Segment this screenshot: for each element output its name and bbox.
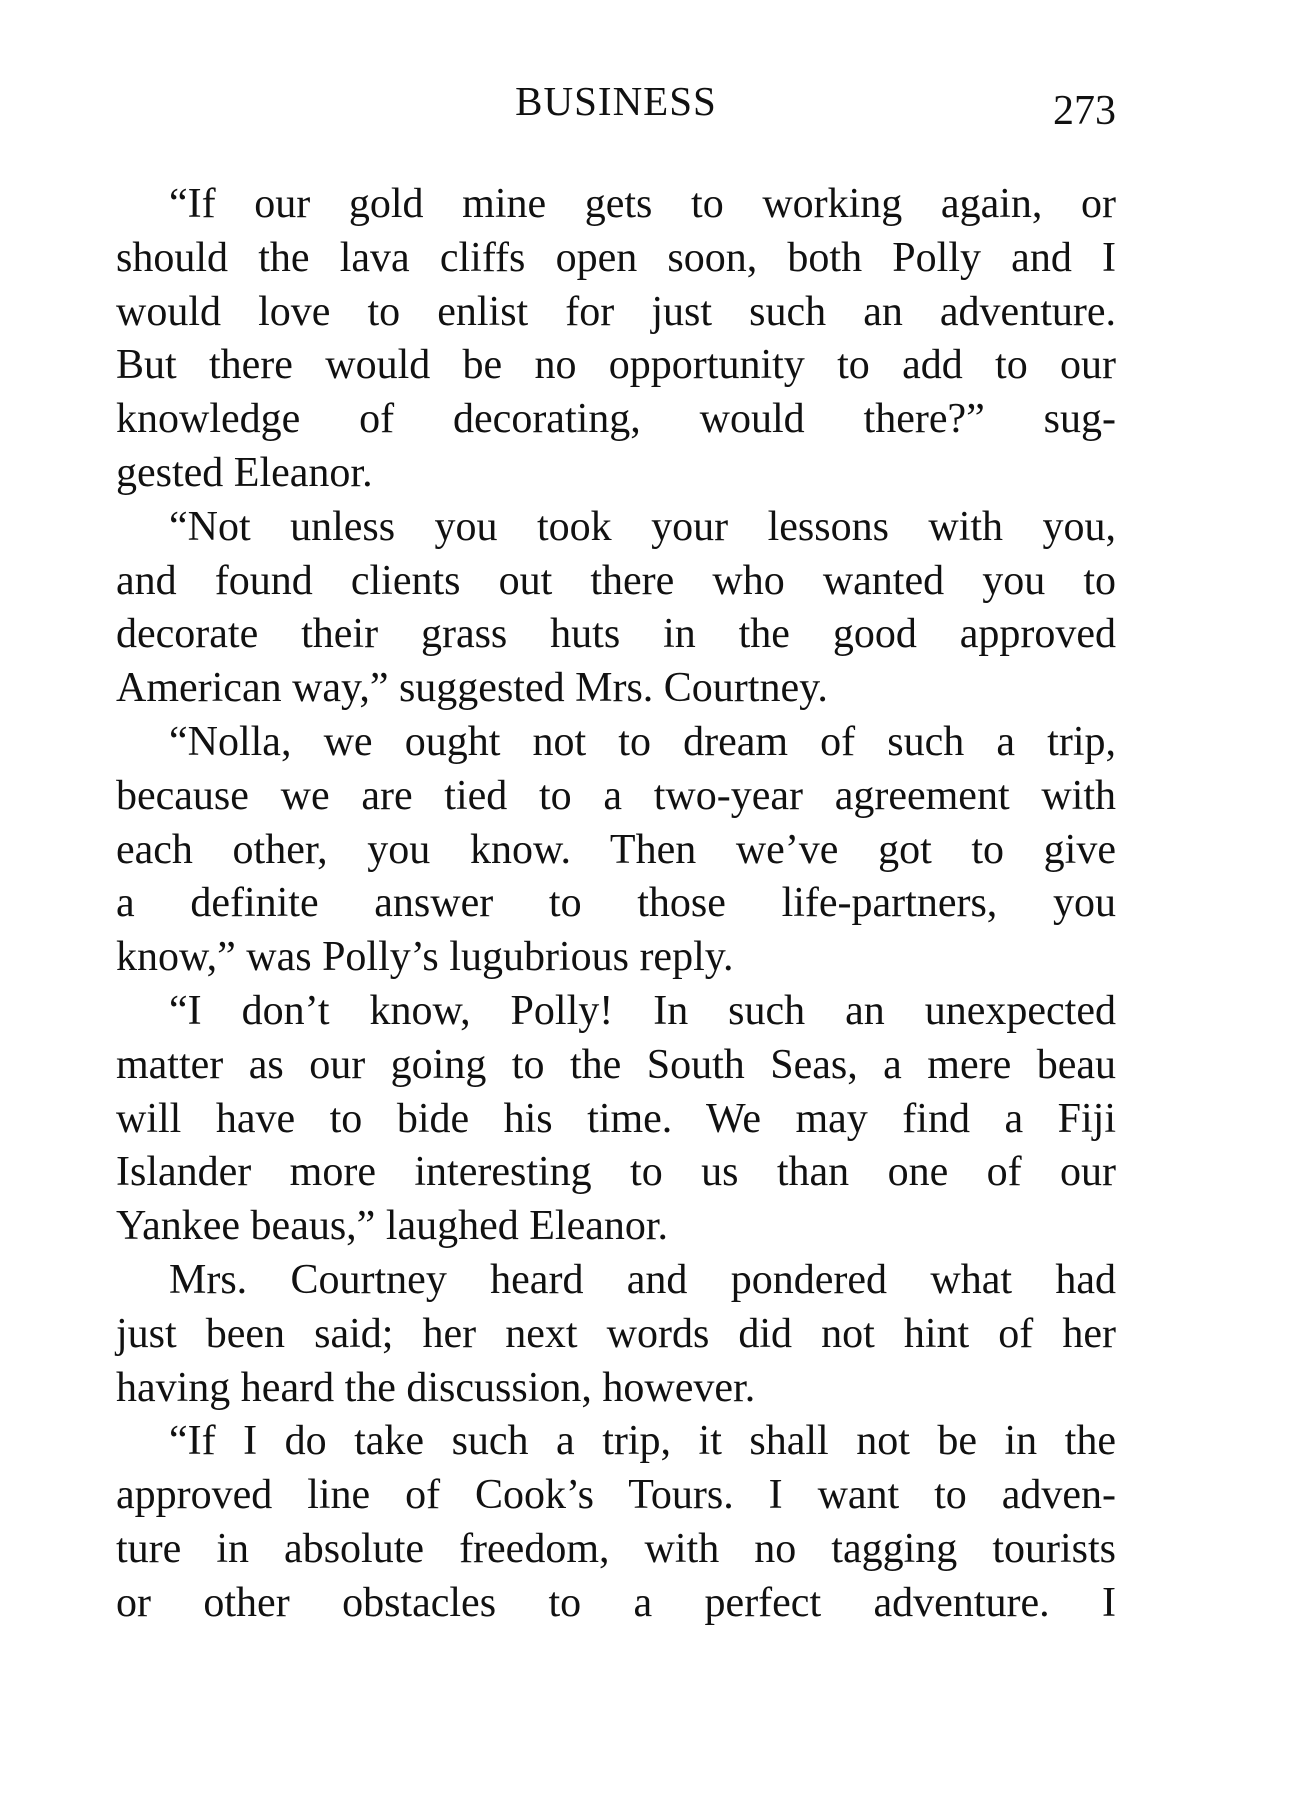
- text-line: a definite answer to those life-partners, you: [116, 880, 1116, 927]
- text-line: because we are tied to a two-year agreement with: [116, 772, 1116, 819]
- running-title: BUSINESS: [515, 78, 717, 124]
- text-line: Yankee beaus,” laughed Eleanor.: [116, 1203, 669, 1250]
- text-line: decorate their grass huts in the good approved: [116, 611, 1116, 658]
- text-line: just been said; her next words did not hint of her: [116, 1310, 1116, 1357]
- text-line: “If I do take such a trip, it shall not be in the: [169, 1418, 1116, 1465]
- text-line: will have to bide his time. We may find a Fiji: [116, 1095, 1116, 1142]
- text-line: and found clients out there who wanted you to: [116, 557, 1116, 604]
- paragraph-5: [116, 1254, 1116, 1415]
- text-line: knowledge of decorating, would there?” sug-: [116, 396, 1116, 443]
- text-line: Islander more interesting to us than one of our: [116, 1149, 1116, 1196]
- text-line: having heard the discussion, however.: [116, 1364, 756, 1411]
- text-line: “If our gold mine gets to working again, or: [169, 181, 1116, 227]
- text-line: each other, you know. Then we’ve got to give: [116, 826, 1116, 873]
- text-line: approved line of Cook’s Tours. I want to adven-: [116, 1472, 1116, 1519]
- paragraph-4: [116, 985, 1116, 1254]
- text-line: would love to enlist for just such an adventure.: [116, 288, 1116, 335]
- text-line: “Not unless you took your lessons with you,: [169, 503, 1116, 550]
- text-line: or other obstacles to a perfect adventure. I: [116, 1579, 1116, 1626]
- text-line: Mrs. Courtney heard and pondered what had: [169, 1256, 1116, 1303]
- paragraph-1: [116, 178, 1116, 501]
- running-head: [116, 76, 1116, 146]
- text-line: American way,” suggested Mrs. Courtney.: [116, 665, 828, 712]
- paragraph-3: [116, 716, 1116, 985]
- paragraph-2: [116, 501, 1116, 716]
- text-line: ture in absolute freedom, with no tagging tourists: [116, 1525, 1116, 1572]
- page-number: 273: [1053, 88, 1116, 134]
- text-line: “Nolla, we ought not to dream of such a trip,: [169, 718, 1116, 765]
- book-page: [116, 76, 1116, 1766]
- text-line: But there would be no opportunity to add to our: [116, 342, 1116, 389]
- body-text: [116, 178, 1116, 1631]
- paragraph-6: [116, 1415, 1116, 1630]
- text-line: know,” was Polly’s lugubrious reply.: [116, 934, 734, 981]
- text-line: should the lava cliffs open soon, both Polly and I: [116, 234, 1116, 281]
- text-line: “I don’t know, Polly! In such an unexpected: [169, 987, 1116, 1034]
- text-line: matter as our going to the South Seas, a mere beau: [116, 1041, 1116, 1088]
- text-line: gested Eleanor.: [116, 449, 373, 496]
